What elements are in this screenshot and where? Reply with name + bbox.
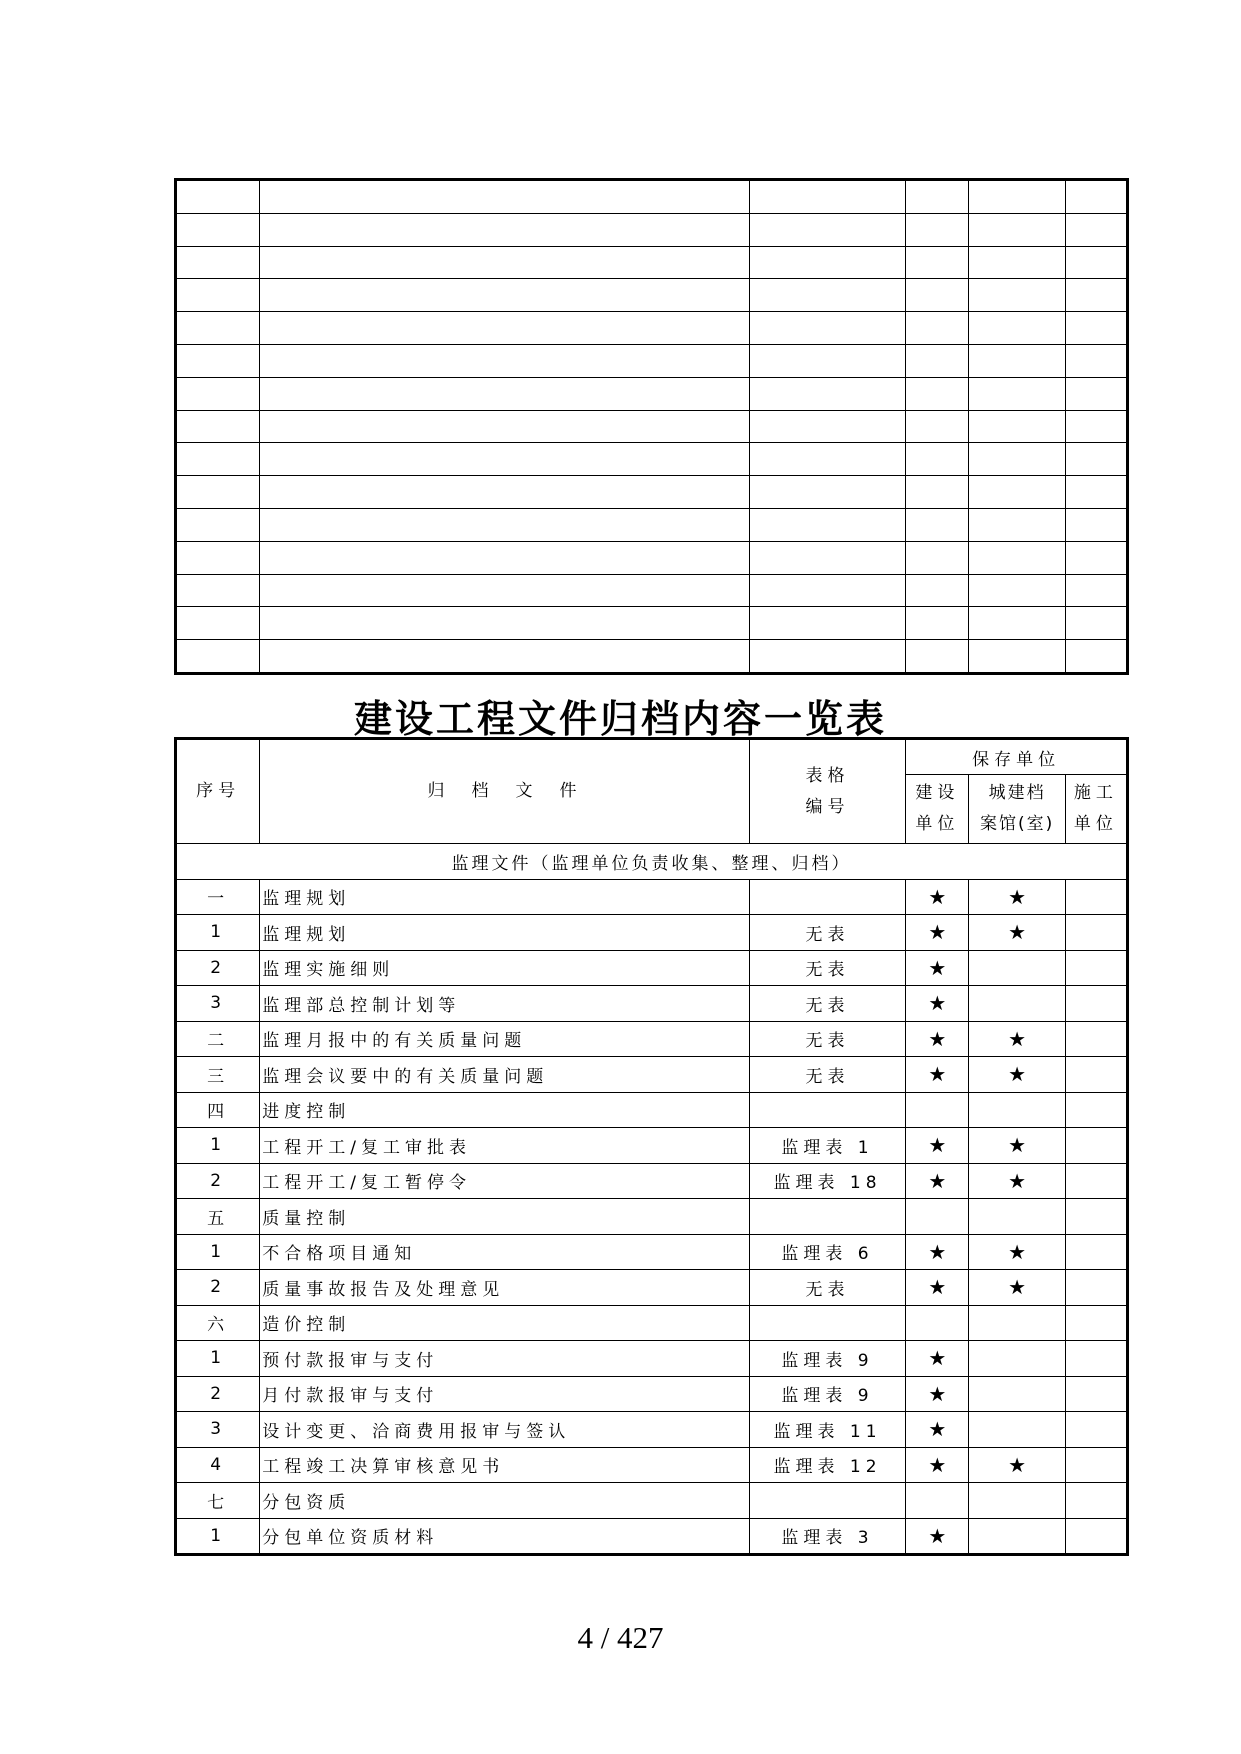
row-document-name: 监理规划 (260, 915, 750, 951)
row-form-code: 监理表 11 (749, 1412, 905, 1448)
empty-cell (906, 377, 969, 410)
row-document-name: 质量事故报告及处理意见 (260, 1270, 750, 1306)
table-row (176, 1128, 1128, 1164)
table-row (176, 1483, 1128, 1519)
empty-cell (749, 312, 905, 345)
empty-cell (1065, 312, 1127, 345)
empty-cell (176, 344, 260, 377)
empty-row (176, 279, 1128, 312)
empty-cell (1065, 246, 1127, 279)
empty-cell (749, 344, 905, 377)
row-document-name: 分包单位资质材料 (260, 1518, 750, 1555)
row-archive-mark: ★ (969, 1128, 1065, 1164)
empty-cell (1065, 344, 1127, 377)
empty-cell (906, 476, 969, 509)
empty-cell (260, 508, 750, 541)
row-document-name: 分包资质 (260, 1483, 750, 1519)
empty-cell (176, 312, 260, 345)
row-seq: 2 (176, 950, 260, 986)
empty-cell (260, 180, 750, 214)
row-seq: 2 (176, 1270, 260, 1306)
row-build-unit-mark: ★ (906, 1341, 969, 1377)
row-form-code (749, 879, 905, 915)
empty-row (176, 541, 1128, 574)
row-document-name: 预付款报审与支付 (260, 1341, 750, 1377)
row-seq: 1 (176, 1234, 260, 1270)
empty-cell (1065, 541, 1127, 574)
row-construct-unit-mark (1065, 1305, 1127, 1341)
row-seq: 1 (176, 1341, 260, 1377)
row-archive-mark: ★ (969, 915, 1065, 951)
empty-cell (260, 443, 750, 476)
row-construct-unit-mark (1065, 1270, 1127, 1306)
row-document-name: 监理部总控制计划等 (260, 986, 750, 1022)
empty-cell (260, 312, 750, 345)
empty-row (176, 640, 1128, 674)
row-seq: 二 (176, 1021, 260, 1057)
empty-cell (906, 344, 969, 377)
row-build-unit-mark (906, 1305, 969, 1341)
row-seq: 七 (176, 1483, 260, 1519)
section-title: 监理文件（监理单位负责收集、整理、归档） (176, 844, 1128, 880)
empty-cell (260, 279, 750, 312)
row-build-unit-mark (906, 1092, 969, 1128)
row-construct-unit-mark (1065, 1518, 1127, 1555)
document-title: 建设工程文件归档内容一览表 (353, 696, 887, 741)
row-seq: 3 (176, 986, 260, 1022)
row-document-name: 质量控制 (260, 1199, 750, 1235)
row-document-name: 造价控制 (260, 1305, 750, 1341)
empty-cell (906, 541, 969, 574)
row-construct-unit-mark (1065, 1163, 1127, 1199)
section-row (176, 844, 1128, 880)
row-construct-unit-mark (1065, 915, 1127, 951)
row-construct-unit-mark (1065, 950, 1127, 986)
empty-row (176, 377, 1128, 410)
row-form-code: 无表 (749, 1270, 905, 1306)
archive-content-table (174, 737, 1129, 1556)
empty-cell (176, 607, 260, 640)
table-row (176, 1092, 1128, 1128)
empty-row (176, 574, 1128, 607)
empty-cell (969, 344, 1065, 377)
row-form-code: 无表 (749, 950, 905, 986)
row-archive-mark: ★ (969, 1447, 1065, 1483)
empty-cell (969, 377, 1065, 410)
empty-cell (906, 180, 969, 214)
row-form-code: 监理表 3 (749, 1518, 905, 1555)
empty-cell (749, 640, 905, 674)
row-document-name: 设计变更、洽商费用报审与签认 (260, 1412, 750, 1448)
empty-cell (176, 508, 260, 541)
row-seq: 3 (176, 1412, 260, 1448)
empty-cell (969, 279, 1065, 312)
table-row (176, 1021, 1128, 1057)
row-seq: 六 (176, 1305, 260, 1341)
empty-cell (1065, 180, 1127, 214)
row-seq: 五 (176, 1199, 260, 1235)
header-code (749, 739, 905, 844)
row-archive-mark: ★ (969, 1234, 1065, 1270)
empty-cell (969, 476, 1065, 509)
empty-cell (749, 180, 905, 214)
empty-cell (969, 541, 1065, 574)
row-seq: 三 (176, 1057, 260, 1093)
row-construct-unit-mark (1065, 1128, 1127, 1164)
empty-cell (1065, 640, 1127, 674)
table-row (176, 879, 1128, 915)
row-document-name: 月付款报审与支付 (260, 1376, 750, 1412)
empty-cell (260, 246, 750, 279)
row-construct-unit-mark (1065, 1057, 1127, 1093)
row-seq: 1 (176, 1128, 260, 1164)
row-form-code: 无表 (749, 915, 905, 951)
empty-cell (969, 607, 1065, 640)
row-form-code: 监理表 6 (749, 1234, 905, 1270)
empty-cell (749, 476, 905, 509)
empty-row (176, 344, 1128, 377)
table-row (176, 1199, 1128, 1235)
row-document-name: 进度控制 (260, 1092, 750, 1128)
empty-cell (749, 541, 905, 574)
row-form-code: 监理表 9 (749, 1376, 905, 1412)
empty-cell (749, 279, 905, 312)
row-form-code: 监理表 12 (749, 1447, 905, 1483)
empty-cell (906, 443, 969, 476)
empty-cell (906, 279, 969, 312)
row-construct-unit-mark (1065, 1447, 1127, 1483)
empty-cell (260, 640, 750, 674)
row-build-unit-mark: ★ (906, 1057, 969, 1093)
row-seq: 1 (176, 1518, 260, 1555)
header-code-line1: 表格 (805, 765, 850, 786)
empty-cell (969, 213, 1065, 246)
table-row (176, 1057, 1128, 1093)
row-document-name: 监理月报中的有关质量问题 (260, 1021, 750, 1057)
row-build-unit-mark: ★ (906, 1128, 969, 1164)
page-number: 4 / 427 (577, 1620, 664, 1655)
row-build-unit-mark: ★ (906, 1270, 969, 1306)
empty-cell (906, 508, 969, 541)
empty-cell (260, 213, 750, 246)
row-build-unit-mark: ★ (906, 986, 969, 1022)
empty-cell (969, 574, 1065, 607)
empty-cell (906, 213, 969, 246)
row-form-code: 无表 (749, 1057, 905, 1093)
empty-cell (176, 180, 260, 214)
empty-row (176, 443, 1128, 476)
row-construct-unit-mark (1065, 1092, 1127, 1128)
row-form-code: 无表 (749, 986, 905, 1022)
table-row (176, 1270, 1128, 1306)
table-row (176, 1234, 1128, 1270)
table-row (176, 1376, 1128, 1412)
empty-cell (749, 574, 905, 607)
row-build-unit-mark: ★ (906, 950, 969, 986)
empty-row (176, 246, 1128, 279)
empty-cell (1065, 574, 1127, 607)
table-row (176, 1412, 1128, 1448)
empty-cell (260, 541, 750, 574)
row-construct-unit-mark (1065, 1341, 1127, 1377)
row-construct-unit-mark (1065, 1483, 1127, 1519)
empty-row (176, 508, 1128, 541)
empty-row (176, 312, 1128, 345)
row-build-unit-mark: ★ (906, 915, 969, 951)
row-construct-unit-mark (1065, 1412, 1127, 1448)
empty-cell (969, 443, 1065, 476)
empty-cell (969, 640, 1065, 674)
row-form-code: 无表 (749, 1021, 905, 1057)
row-document-name: 监理规划 (260, 879, 750, 915)
row-build-unit-mark: ★ (906, 1412, 969, 1448)
table-row (176, 1305, 1128, 1341)
table-row (176, 986, 1128, 1022)
empty-cell (969, 246, 1065, 279)
table-row (176, 1518, 1128, 1555)
row-document-name: 工程开工/复工审批表 (260, 1128, 750, 1164)
empty-cell (1065, 476, 1127, 509)
row-archive-mark (969, 1341, 1065, 1377)
empty-cell (260, 607, 750, 640)
row-construct-unit-mark (1065, 986, 1127, 1022)
row-archive-mark: ★ (969, 1021, 1065, 1057)
row-build-unit-mark (906, 1199, 969, 1235)
empty-cell (176, 377, 260, 410)
table-row (176, 1447, 1128, 1483)
header-seq: 序号 (176, 739, 260, 844)
row-document-name: 工程开工/复工暂停令 (260, 1163, 750, 1199)
empty-cell (969, 180, 1065, 214)
empty-cell (906, 312, 969, 345)
row-archive-mark: ★ (969, 1057, 1065, 1093)
row-archive-mark (969, 950, 1065, 986)
empty-cell (749, 246, 905, 279)
row-form-code: 监理表 1 (749, 1128, 905, 1164)
row-form-code: 监理表 18 (749, 1163, 905, 1199)
row-archive-mark (969, 1092, 1065, 1128)
table-row (176, 915, 1128, 951)
row-archive-mark: ★ (969, 1270, 1065, 1306)
empty-cell (969, 312, 1065, 345)
row-seq: 2 (176, 1376, 260, 1412)
empty-cell (1065, 410, 1127, 443)
row-archive-mark (969, 1483, 1065, 1519)
empty-row (176, 607, 1128, 640)
row-form-code (749, 1305, 905, 1341)
row-seq: 2 (176, 1163, 260, 1199)
row-build-unit-mark: ★ (906, 1234, 969, 1270)
row-construct-unit-mark (1065, 879, 1127, 915)
row-construct-unit-mark (1065, 1199, 1127, 1235)
empty-cell (969, 410, 1065, 443)
row-seq: 4 (176, 1447, 260, 1483)
row-build-unit-mark: ★ (906, 1518, 969, 1555)
empty-cell (906, 246, 969, 279)
empty-cell (906, 607, 969, 640)
row-archive-mark (969, 1412, 1065, 1448)
row-form-code (749, 1483, 905, 1519)
empty-cell (260, 344, 750, 377)
row-build-unit-mark: ★ (906, 1376, 969, 1412)
empty-cell (260, 476, 750, 509)
empty-cell (260, 410, 750, 443)
row-form-code (749, 1092, 905, 1128)
row-document-name: 工程竣工决算审核意见书 (260, 1447, 750, 1483)
row-build-unit-mark: ★ (906, 879, 969, 915)
row-build-unit-mark (906, 1483, 969, 1519)
empty-cell (176, 213, 260, 246)
empty-cell (176, 443, 260, 476)
empty-cell (176, 640, 260, 674)
empty-cell (1065, 279, 1127, 312)
header-file: 归 档 文 件 (260, 739, 750, 844)
row-archive-mark (969, 1199, 1065, 1235)
empty-cell (1065, 607, 1127, 640)
empty-cell (749, 508, 905, 541)
row-construct-unit-mark (1065, 1021, 1127, 1057)
row-construct-unit-mark (1065, 1234, 1127, 1270)
row-archive-mark (969, 1518, 1065, 1555)
empty-cell (906, 410, 969, 443)
empty-cell (260, 574, 750, 607)
row-form-code (749, 1199, 905, 1235)
empty-cell (176, 476, 260, 509)
row-document-name: 监理会议要中的有关质量问题 (260, 1057, 750, 1093)
header-archive: 城建档 案馆(室) (969, 775, 1065, 844)
row-archive-mark: ★ (969, 1163, 1065, 1199)
row-document-name: 不合格项目通知 (260, 1234, 750, 1270)
empty-row (176, 476, 1128, 509)
empty-row (176, 410, 1128, 443)
header-code-line2: 编号 (805, 796, 850, 817)
empty-cell (1065, 508, 1127, 541)
row-form-code: 监理表 9 (749, 1341, 905, 1377)
empty-cell (1065, 443, 1127, 476)
empty-cell (176, 541, 260, 574)
empty-cell (176, 410, 260, 443)
empty-cell (749, 213, 905, 246)
row-document-name: 监理实施细则 (260, 950, 750, 986)
table-header-row (176, 739, 1128, 775)
row-archive-mark (969, 1376, 1065, 1412)
empty-cell (1065, 213, 1127, 246)
row-construct-unit-mark (1065, 1376, 1127, 1412)
header-keep-unit: 保存单位 (906, 739, 1128, 775)
empty-cell (1065, 377, 1127, 410)
row-seq: 四 (176, 1092, 260, 1128)
table-row (176, 1341, 1128, 1377)
row-build-unit-mark: ★ (906, 1163, 969, 1199)
row-seq: 一 (176, 879, 260, 915)
header-build-unit: 建设 单位 (906, 775, 969, 844)
empty-row (176, 180, 1128, 214)
empty-cell (969, 508, 1065, 541)
header-construct-unit: 施工 单位 (1065, 775, 1127, 844)
row-build-unit-mark: ★ (906, 1447, 969, 1483)
empty-cell (176, 246, 260, 279)
empty-cell (749, 377, 905, 410)
row-archive-mark (969, 986, 1065, 1022)
previous-table-continuation (174, 178, 1129, 675)
empty-cell (906, 640, 969, 674)
empty-row (176, 213, 1128, 246)
table-row (176, 950, 1128, 986)
empty-cell (749, 607, 905, 640)
table-row (176, 1163, 1128, 1199)
row-seq: 1 (176, 915, 260, 951)
row-archive-mark (969, 1305, 1065, 1341)
empty-cell (749, 410, 905, 443)
empty-cell (176, 279, 260, 312)
row-build-unit-mark: ★ (906, 1021, 969, 1057)
empty-cell (906, 574, 969, 607)
row-archive-mark: ★ (969, 879, 1065, 915)
empty-cell (749, 443, 905, 476)
empty-cell (176, 574, 260, 607)
empty-cell (260, 377, 750, 410)
